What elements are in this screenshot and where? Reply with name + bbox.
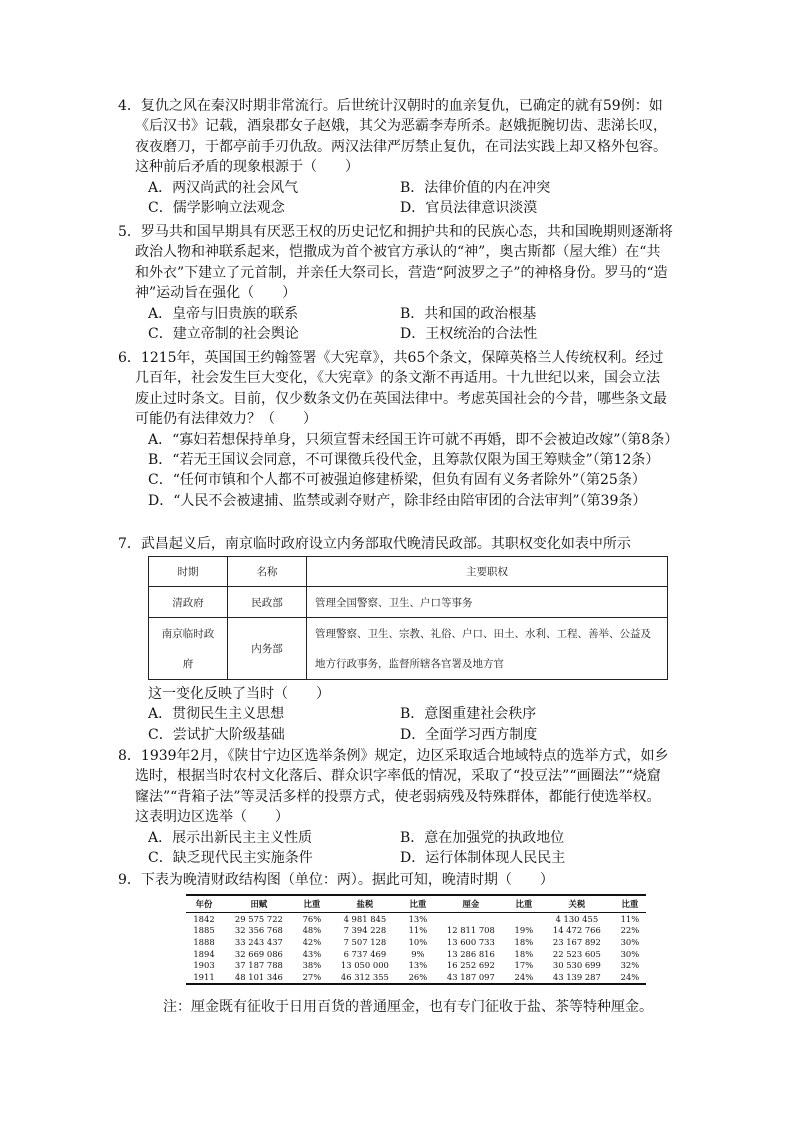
table-cell: 42% <box>302 936 322 947</box>
question-9-note: 注：厘金既有征收于日用百货的普通厘金，也有专门征收于盐、茶等特种厘金。 <box>163 999 653 1015</box>
question-7 <box>118 534 673 554</box>
table-cell: 1888 <box>193 936 215 947</box>
table-cell: 43 139 287 <box>540 971 614 984</box>
table-cell: 26% <box>402 971 434 984</box>
table-cell: 12 811 708 <box>446 925 495 936</box>
option-d[interactable]: D．官员法律意识淡漠 <box>400 200 538 217</box>
table-cell: 43 187 097 <box>434 971 508 984</box>
table-cell: 22% <box>620 925 640 936</box>
table-header: 比重 <box>614 895 646 913</box>
table-header: 时期 <box>149 557 228 587</box>
question-7-tail <box>118 684 673 745</box>
question-9-table <box>186 894 646 985</box>
option-b[interactable]: B．共和国的政治根基 <box>400 305 537 322</box>
question-5-stem: 5．罗马共和国早期具有厌恶王权的历史记忆和拥护共和的民族心态，共和国晚期则逐渐将政治人物和神联系起来，恺撒成为首个被官方承认的“神”，奥古斯都（屋大维）在“共和外衣”下建立了元首制，并亲任大祭司长，营造“阿波罗之子”的神格身份。罗马的“造神”运动旨在强化（ ） <box>118 224 673 302</box>
option-b[interactable]: B．意在加强党的执政地位 <box>400 829 565 846</box>
table-header: 厘金 <box>434 895 508 913</box>
table-cell: 4 130 455 <box>555 913 599 924</box>
table-cell: 38% <box>302 960 322 971</box>
table-cell: 内务部 <box>228 618 307 680</box>
table-header: 比重 <box>402 895 434 913</box>
option-b[interactable]: B．“若无王国议会同意，不可课徵兵役代金，且筹款仅限为国王筹赎金”（第12条） <box>148 452 660 469</box>
option-a[interactable]: A．两汉尚武的社会风气 <box>148 179 299 196</box>
table-cell: 1842 <box>193 913 215 924</box>
table-cell: 10% <box>408 936 428 947</box>
table-cell: 23 167 892 <box>552 936 601 947</box>
question-8-stem: 8．1939年2月，《陕甘宁边区选举条例》规定，边区采取适合地域特点的选举方式，如乡选时，根据当时农村文化落后、群众识字率低的情况，采取了“投豆法”“画圈法”“烧窟窿法”“背箱子法”等灵活多样的投票方式，使老弱病残及特殊群体，都能行使选举权。这表明边区选举（ ） <box>118 748 669 826</box>
option-c[interactable]: C．缺乏现代民主实施条件 <box>148 850 313 867</box>
option-d[interactable]: D．王权统治的合法性 <box>400 326 538 343</box>
table-cell: 29 575 722 <box>234 913 283 924</box>
table-cell: 1911 <box>186 971 222 984</box>
table-header: 主要职权 <box>307 557 668 587</box>
option-a[interactable]: A．皇帝与旧贵族的联系 <box>148 305 299 322</box>
option-d[interactable]: D．“人民不会被逮捕、监禁或剥夺财产，除非经由陪审团的合法审判”（第39条） <box>148 492 647 509</box>
table-cell: 1903 <box>193 960 215 971</box>
option-c[interactable]: C．“任何市镇和个人都不可被强迫修建桥梁，但负有固有义务者除外”（第25条） <box>148 472 646 489</box>
question-4-options <box>118 178 673 219</box>
table-cell: 19% <box>514 925 534 936</box>
table-cell <box>508 913 540 925</box>
question-4 <box>118 96 673 218</box>
option-c[interactable]: C．尝试扩大阶级基础 <box>148 726 285 743</box>
table-cell: 32% <box>620 960 640 971</box>
table-cell: 1885 <box>193 925 215 936</box>
table-cell: 43% <box>302 948 322 959</box>
question-8-options <box>118 828 673 869</box>
table-cell: 管理警察、卫生、宗教、礼俗、户口、田土、水利、工程、善举、公益及地方行政事务，监督所辖各官署及地方官 <box>307 618 668 680</box>
option-b[interactable]: B．法律价值的内在冲突 <box>400 179 551 196</box>
table-cell: 1894 <box>193 948 215 959</box>
question-6-stem: 6．1215年，英国国王约翰签署《大宪章》，共65个条文，保障英格兰人传统权利。经过几百年，社会发生巨大变化，《大宪章》的条文渐不再适用。十九世纪以来，国会立法废止过时条文。目前，仅少数条文仍在英国法律中。考虑英国社会的今昔，哪些条文最可能仍有法律效力？（ ） <box>118 350 667 428</box>
table-cell: 30% <box>620 948 640 959</box>
table-cell: 南京临时政府 <box>149 618 228 680</box>
question-7-table <box>148 556 668 680</box>
option-d[interactable]: D．全面学习西方制度 <box>400 726 538 743</box>
table-cell <box>434 913 508 925</box>
table-cell: 37 187 788 <box>234 960 283 971</box>
table-cell: 24% <box>508 971 540 984</box>
table-header: 比重 <box>508 895 540 913</box>
table-row <box>186 925 646 937</box>
option-a[interactable]: A．“寡妇若想保持单身，只须宣誓未经国王许可就不再婚，即不会被迫改嫁”（第8条） <box>148 431 679 448</box>
table-cell: 6 737 469 <box>343 948 387 959</box>
question-5 <box>118 222 673 344</box>
table-header: 比重 <box>296 895 328 913</box>
option-a[interactable]: A．贯彻民生主义思想 <box>148 706 285 723</box>
question-9 <box>118 870 673 890</box>
table-cell: 13 286 816 <box>446 948 495 959</box>
table-cell: 18% <box>514 948 534 959</box>
table-cell: 清政府 <box>149 587 228 618</box>
table-row <box>186 936 646 948</box>
table-cell: 32 669 086 <box>234 948 283 959</box>
option-b[interactable]: B．意图重建社会秩序 <box>400 706 537 723</box>
table-cell: 14 472 766 <box>552 925 601 936</box>
table-cell: 13% <box>408 960 428 971</box>
table-cell: 7 394 228 <box>343 925 387 936</box>
table-cell: 管理全国警察、卫生、户口等事务 <box>307 587 668 618</box>
table-cell: 9% <box>411 948 425 959</box>
table-header: 关税 <box>540 895 614 913</box>
option-d[interactable]: D．运行体制体现人民民主 <box>400 850 566 867</box>
table-row <box>186 971 646 984</box>
question-6 <box>118 348 679 511</box>
table-cell: 17% <box>514 960 534 971</box>
table-cell: 11% <box>620 913 640 924</box>
question-4-stem: 4．复仇之风在秦汉时期非常流行。后世统计汉朝时的血亲复仇，已确定的就有59例：如《后汉书》记载，酒泉郡女子赵娥，其父为恶霸李寿所杀。赵娥扼腕切齿、悲涕长叹，夜夜磨刀，于都亭前手刃仇敌。两汉法律严厉禁止复仇，在司法实践上却又格外包容。这种前后矛盾的现象根源于（ ） <box>118 98 667 176</box>
table-row <box>186 948 646 960</box>
table-cell: 30% <box>620 936 640 947</box>
table-cell: 22 523 605 <box>552 948 601 959</box>
table-cell: 27% <box>296 971 328 984</box>
question-7-options <box>118 704 673 745</box>
question-7-after: 这一变化反映了当时（ ） <box>148 686 330 702</box>
table-header: 盐税 <box>328 895 402 913</box>
question-5-options <box>118 304 673 345</box>
option-c[interactable]: C．建立帝制的社会舆论 <box>148 326 299 343</box>
table-cell: 13% <box>408 913 428 924</box>
table-cell: 48 101 346 <box>222 971 296 984</box>
table-cell: 11% <box>408 925 428 936</box>
table-cell: 30 530 699 <box>552 960 601 971</box>
question-9-stem: 9．下表为晚清财政结构图（单位：两）。据此可知，晚清时期（ ） <box>118 872 554 888</box>
table-cell: 48% <box>302 925 322 936</box>
table-cell: 16 252 692 <box>446 960 495 971</box>
table-header: 年份 <box>186 895 222 913</box>
table-cell: 4 981 845 <box>343 913 387 924</box>
table-cell: 民政部 <box>228 587 307 618</box>
table-cell: 7 507 128 <box>343 936 387 947</box>
table-cell: 24% <box>614 971 646 984</box>
table-cell: 46 312 355 <box>328 971 402 984</box>
question-8 <box>118 746 673 868</box>
table-cell: 13 600 733 <box>446 936 495 947</box>
table-header: 名称 <box>228 557 307 587</box>
table-cell: 33 243 437 <box>234 936 283 947</box>
option-c[interactable]: C．儒学影响立法观念 <box>148 200 285 217</box>
table-cell: 13 050 000 <box>340 960 389 971</box>
table-cell: 32 356 768 <box>234 925 283 936</box>
option-a[interactable]: A．展示出新民主主义性质 <box>148 829 313 846</box>
table-cell: 76% <box>302 913 322 924</box>
table-header: 田赋 <box>222 895 296 913</box>
table-row <box>186 959 646 971</box>
table-row <box>186 913 646 925</box>
table-cell: 18% <box>514 936 534 947</box>
question-7-stem: 7．武昌起义后，南京临时政府设立内务部取代晚清民政部。其职权变化如表中所示 <box>118 536 631 552</box>
